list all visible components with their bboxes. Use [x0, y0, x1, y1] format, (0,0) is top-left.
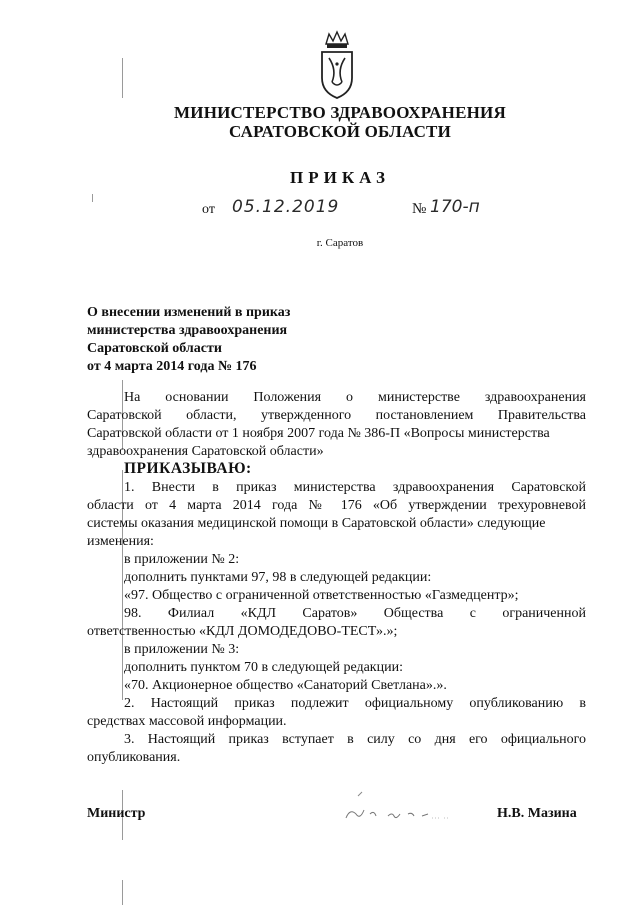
date-label: от [202, 202, 215, 217]
point-98-line: ответственностью «КДЛ ДОМОДЕДОВО-ТЕСТ».»; [87, 624, 398, 639]
item1-line: 1. Внести в приказ министерства здравоохранения Саратовской [124, 480, 586, 495]
subject-line: О внесении изменений в приказ [87, 305, 291, 320]
item3-line: опубликования. [87, 750, 181, 765]
order-word: ПРИКАЗЫВАЮ: [124, 460, 252, 477]
coat-of-arms-emblem [316, 30, 358, 100]
ministry-name-line1: МИНИСТЕРСТВО ЗДРАВООХРАНЕНИЯ [174, 103, 506, 122]
point-97: «97. Общество с ограниченной ответственностью «Газмедцентр»; [124, 588, 519, 603]
point-98-line: 98. Филиал «КДЛ Саратов» Общества с ограниченной [124, 606, 586, 621]
item1-line: области от 4 марта 2014 года № 176 «Об утверждении трехуровневой [87, 498, 586, 513]
item1-line: изменения: [87, 534, 154, 549]
preamble-line: здравоохранения Саратовской области» [87, 444, 324, 459]
date-handwritten: 05.12.2019 [232, 197, 340, 217]
appendix3-add: дополнить пунктом 70 в следующей редакции: [124, 660, 403, 675]
scan-artifact-line [122, 58, 123, 98]
item3-line: 3. Настоящий приказ вступает в силу со дня его официального [124, 732, 586, 747]
scan-artifact-line [122, 880, 123, 905]
document-type-title: ПРИКАЗ [290, 168, 390, 187]
preamble-line: Саратовской области от 1 ноября 2007 года № 386-П «Вопросы министерства [87, 426, 550, 441]
item1-line: системы оказания медицинской помощи в Саратовской области» следующие [87, 516, 546, 531]
item2-line: средствах массовой информации. [87, 714, 287, 729]
city: г. Саратов [316, 237, 364, 249]
signer-position: Министр [87, 806, 146, 821]
number-label: № [412, 201, 427, 217]
scan-artifact-mark [92, 194, 93, 202]
preamble-line: Саратовской области, утвержденного постановлением Правительства [87, 408, 586, 423]
number-handwritten: 170-п [430, 197, 480, 217]
signer-name: Н.В. Мазина [497, 806, 577, 821]
appendix2-header: в приложении № 2: [124, 552, 240, 567]
point-70: «70. Акционерное общество «Санаторий Светлана».». [124, 678, 447, 693]
ministry-name-line2: САРАТОВСКОЙ ОБЛАСТИ [228, 122, 452, 141]
document-subject [87, 304, 290, 376]
item2-line: 2. Настоящий приказ подлежит официальному опубликованию в [124, 696, 586, 711]
subject-line: Саратовской области [87, 341, 222, 356]
handwritten-signature [336, 790, 456, 826]
subject-line: министерства здравоохранения [87, 323, 288, 338]
preamble-line: На основании Положения о министерстве здравоохранения [124, 390, 586, 405]
subject-line: от 4 марта 2014 года № 176 [87, 359, 257, 374]
appendix2-add: дополнить пунктами 97, 98 в следующей редакции: [124, 570, 432, 585]
appendix3-header: в приложении № 3: [124, 642, 240, 657]
